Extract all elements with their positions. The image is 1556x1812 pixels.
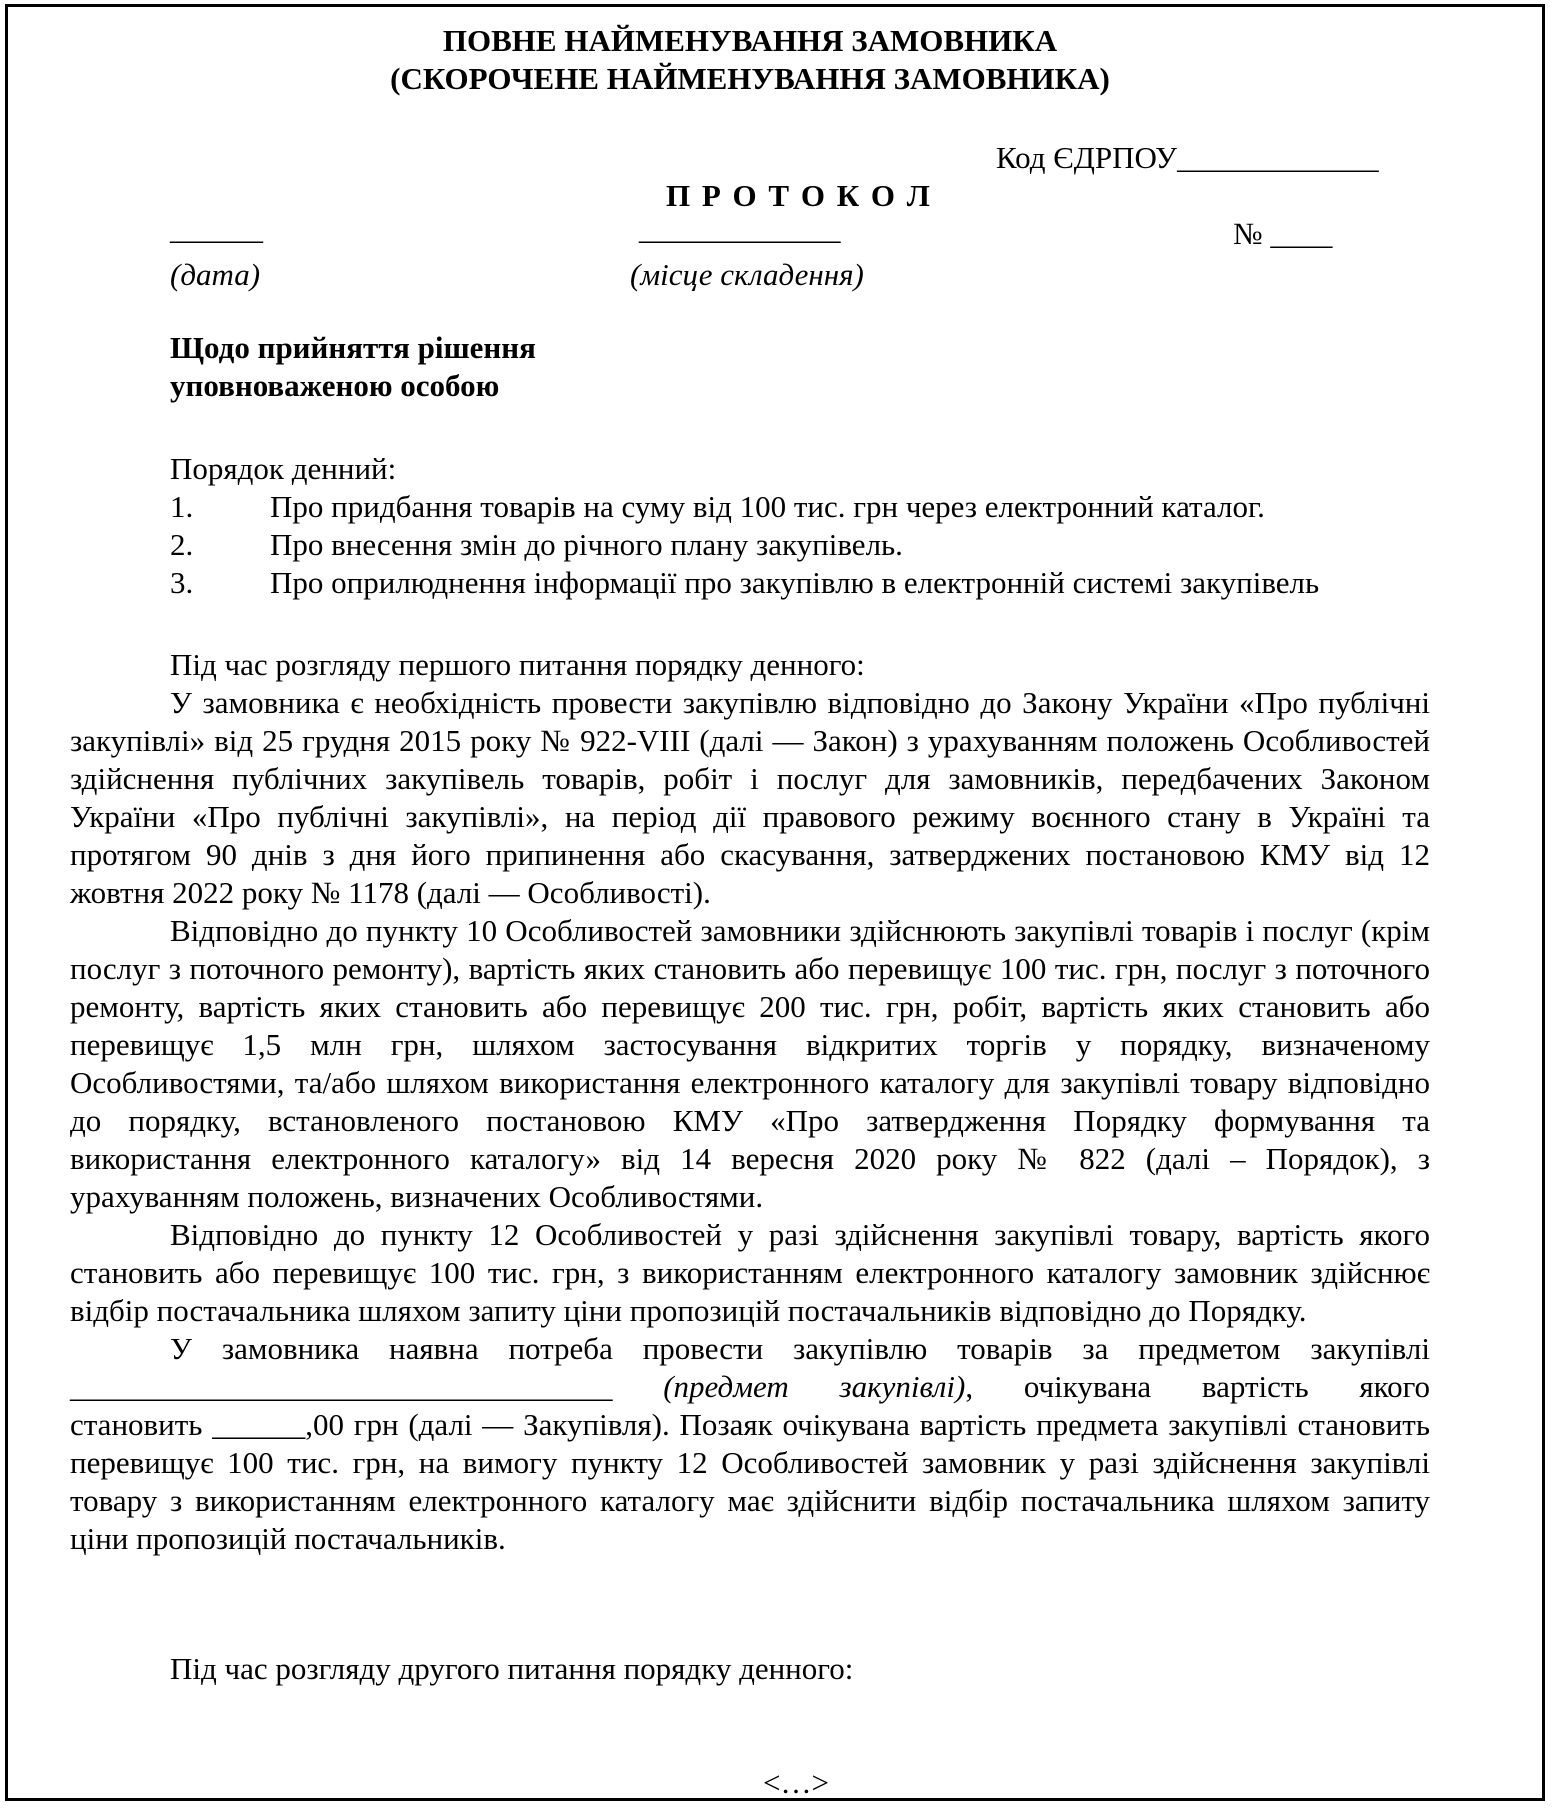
agenda-title: Порядок денний:: [170, 451, 397, 486]
edrpou-code: Код ЄДРПОУ_____________: [996, 140, 1379, 175]
place-label: (місце складення): [630, 257, 864, 292]
customer-short-name: (СКОРОЧЕНЕ НАЙМЕНУВАННЯ ЗАМОВНИКА): [390, 61, 1110, 96]
paragraph-4-start: У замовника наявна потреба провести закупівлю товарів за предметом закупівлі: [170, 1331, 1430, 1366]
agenda-item-text: Про придбання товарів на суму від 100 тис. грн через електронний каталог.: [270, 489, 1265, 524]
paragraph-3: Відповідно до пункту 12 Особливостей у разі здійснення закупівлі товару, вартість якого становить або перевищує 100 тис. грн, з використанням електронного каталогу замовник здійснює відбір постачальника шляхом запиту ціни пропозицій постачальників відповідно до Порядку.: [70, 1217, 1430, 1328]
section-1-heading: Під час розгляду першого питання порядку денного:: [170, 647, 865, 682]
paragraph-4-rest: становить ______,00 грн (далі — Закупівля). Позаяк очікувана вартість предмета закупівлі становить перевищує 100 тис. грн, на вимогу пункту 12 Особливостей замовник у разі здійснення закупівлі товару з використанням електронного каталогу має здійснити відбір постачальника шляхом запиту ціни пропозицій постачальників.: [70, 1407, 1430, 1556]
agenda-item-number: 3.: [170, 565, 194, 600]
agenda-item-number: 2.: [170, 527, 194, 562]
agenda-item-text: Про оприлюднення інформації про закупівлю в електронній системі закупівель: [270, 565, 1320, 600]
protocol-number: № ____: [1233, 216, 1333, 251]
subject-line-1: Щодо прийняття рішення: [170, 330, 536, 365]
agenda-item: [170, 564, 1430, 602]
subject-label: (предмет закупівлі): [663, 1369, 966, 1404]
section-2-heading: Під час розгляду другого питання порядку денного:: [170, 1651, 854, 1686]
paragraph-1: У замовника є необхідність провести закупівлю відповідно до Закону України «Про публічні закупівлі» від 25 грудня 2015 року № 922-VIII (далі — Закон) з урахуванням положень Особливостей здійснення публічних закупівель товарів, робіт і послуг для замовників, передбачених Законом України «Про публічні закупівлі», на період дії правового режиму воєнного стану в Україні та протягом 90 днів з дня його припинення або скасування, затверджених постановою КМУ від 12 жовтня 2022 року № 1178 (далі — Особливості).: [70, 685, 1430, 910]
paragraph-4-mid: , очікувана вартість якого: [965, 1369, 1431, 1404]
paragraph-4-first-line: [70, 1330, 1430, 1368]
subject-line-2: уповноваженою особою: [170, 368, 500, 403]
place-blank: _____________: [639, 211, 841, 246]
paragraph-2: Відповідно до пункту 10 Особливостей замовники здійснюють закупівлі товарів і послуг (крім послуг з поточного ремонту), вартість яких становить або перевищує 100 тис. грн, послуг з поточного ремонту, вартість яких становить або перевищує 200 тис. грн, робіт, вартість яких становить або перевищує 1,5 млн грн, шляхом застосування відкритих торгів у порядку, визначеному Особливостями, та/або шляхом використання електронного каталогу для закупівлі товару відповідно до порядку, встановленого постановою КМУ «Про затвердження Порядку формування та використання електронного каталогу» від 14 вересня 2020 року № 822 (далі – Порядок), з урахуванням положень, визначених Особливостями.: [70, 913, 1430, 1214]
agenda-item-text: Про внесення змін до річного плану закупівель.: [270, 527, 903, 562]
date-blank: ______: [170, 211, 263, 246]
paragraph-4-second-line: [70, 1368, 1430, 1406]
ellipsis-marker: <…>: [763, 1765, 829, 1800]
protocol-title: П Р О Т О К О Л: [666, 178, 932, 213]
agenda-item: [170, 488, 1430, 526]
customer-full-name: ПОВНЕ НАЙМЕНУВАННЯ ЗАМОВНИКА: [442, 23, 1058, 58]
agenda-item-number: 1.: [170, 489, 194, 524]
date-label: (дата): [170, 257, 261, 292]
agenda-item: [170, 526, 1430, 564]
subject-blank: ___________________________________: [70, 1369, 613, 1404]
